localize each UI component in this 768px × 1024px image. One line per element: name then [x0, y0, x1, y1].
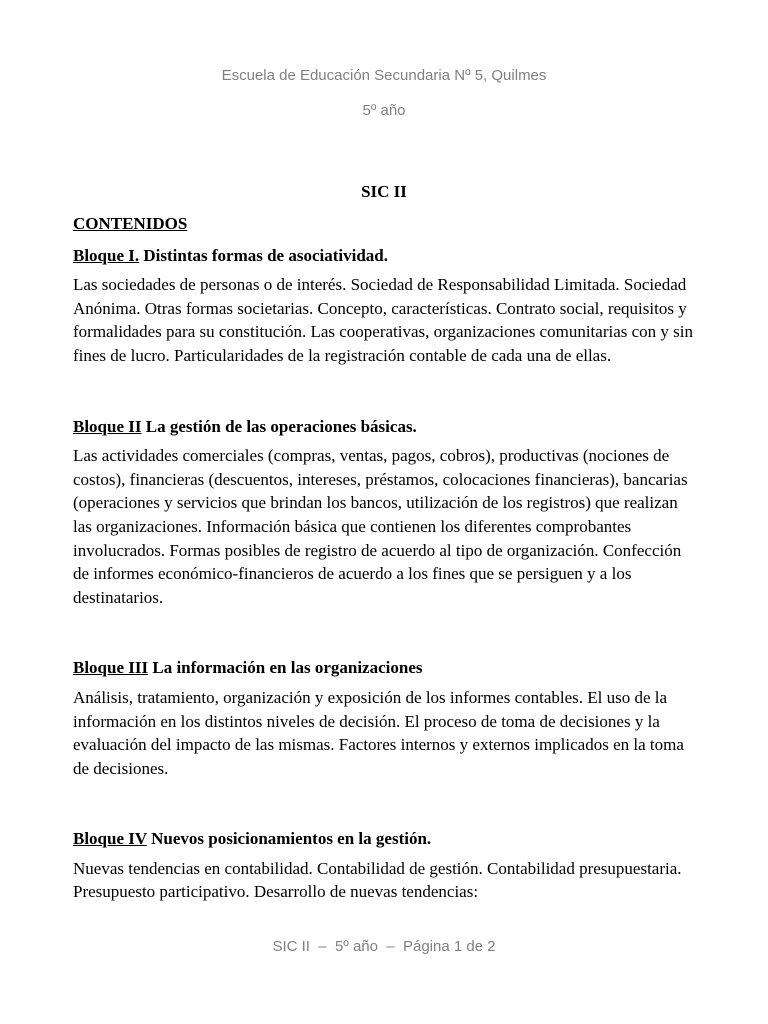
block-label-4: Bloque IV — [73, 829, 147, 849]
block-text-2: Las actividades comerciales (compras, ventas, pagos, cobros), productivas (nociones de costos), financieras (descuentos, intereses, préstamos, colocaciones financieras), bancarias (operaciones y servicios que brindan los bancos, utilización de los registros) que realizan las organizaciones. Información básica que contienen los diferentes comprobantes involucrados. Formas posibles de registro de acuerdo al tipo de organización. Confección de informes económico-financieros de acuerdo a los fines que se persiguen y a los destinatarios. — [73, 446, 688, 607]
school-name: Escuela de Educación Secundaria Nº 5, Quilmes — [221, 67, 547, 84]
page-footer: SIC II – 5º año – Página 1 de 2 — [272, 938, 496, 955]
document-body — [73, 180, 693, 904]
school-year: 5º año — [362, 102, 406, 119]
block-title-4: Nuevos posicionamientos en la gestión. — [146, 829, 432, 849]
section-heading-contenidos: CONTENIDOS — [73, 214, 188, 233]
block-label-3: Bloque III — [73, 658, 149, 678]
block-text-3: Análisis, tratamiento, organización y exposición de los informes contables. El uso de la información en los distintos niveles de decisión. El proceso de toma de decisiones y la evaluación del impacto de las mismas. Factores internos y externos implicados en la toma de decisiones. — [73, 687, 684, 778]
block-text-4: Nuevas tendencias en contabilidad. Contabilidad de gestión. Contabilidad presupuestaria. Presupuesto participativo. Desarrollo de nuevas tendencias: — [73, 858, 682, 902]
block-heading-4 — [73, 827, 693, 851]
block-heading-1 — [73, 244, 693, 268]
block-label-1: Bloque I. — [73, 245, 140, 265]
block-text-1: Las sociedades de personas o de interés. Sociedad de Responsabilidad Limitada. Sociedad Anónima. Otras formas societarias. Concepto, características. Contrato social, requisitos y formalidades para su constitución. Las cooperativas, organizaciones comunitarias con y sin fines de lucro. Particularidades de la registración contable de cada una de ellas. — [73, 275, 693, 365]
block-heading-3 — [73, 656, 693, 680]
block-title-2: La gestión de las operaciones básicas. — [141, 416, 417, 436]
block-title-1: Distintas formas de asociatividad. — [139, 245, 389, 265]
block-heading-2 — [73, 415, 693, 439]
block-title-3: La información en las organizaciones — [148, 658, 423, 678]
document-title: SIC II — [361, 182, 407, 201]
block-label-2: Bloque II — [73, 416, 142, 436]
